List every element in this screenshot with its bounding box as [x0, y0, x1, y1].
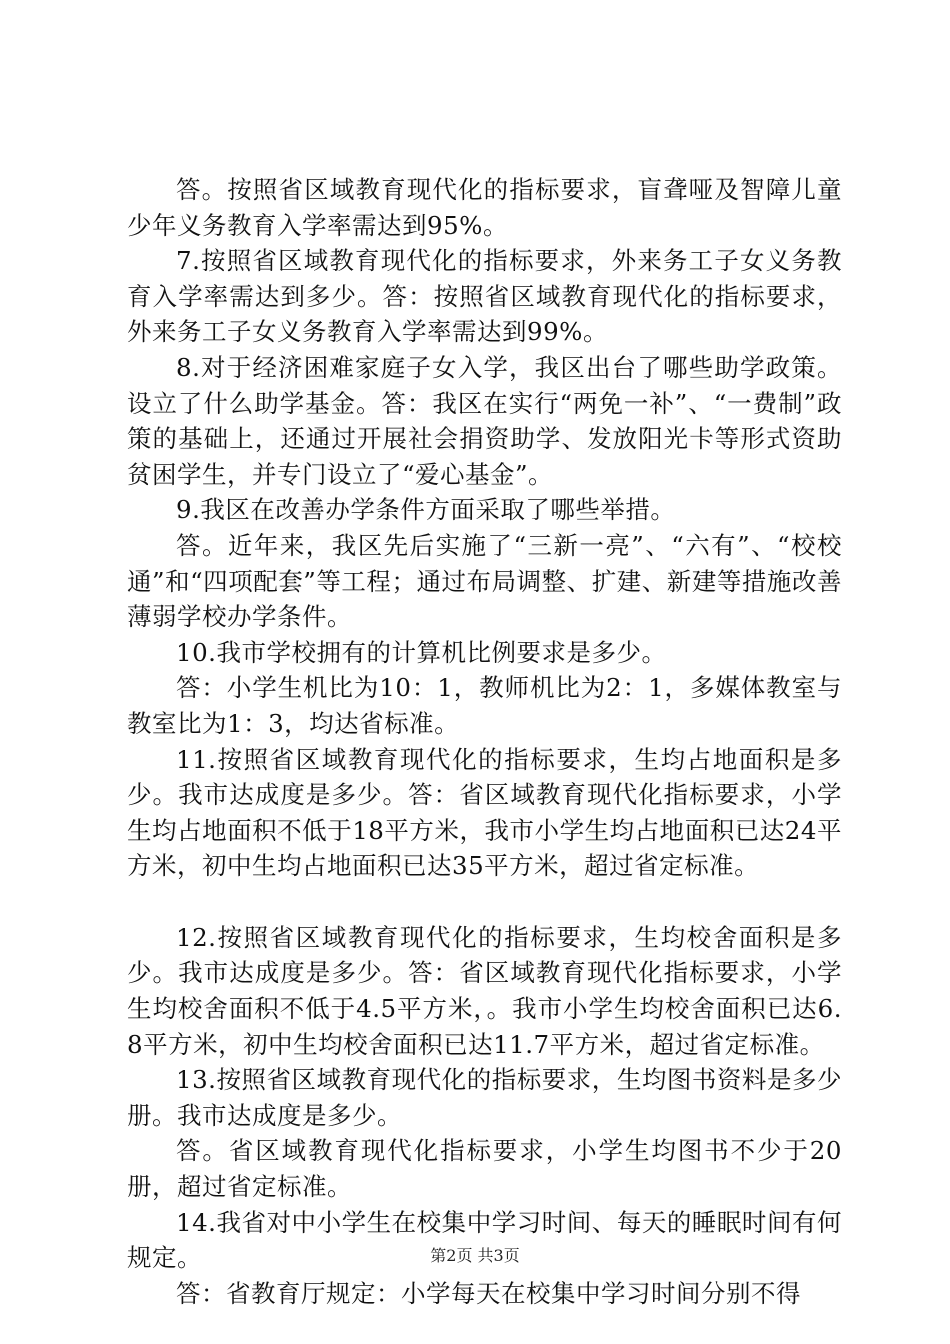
paragraph: 14.我省对中小学生在校集中学习时间、每天的睡眠时间有何规定。	[127, 1207, 842, 1273]
page-footer: 第2页 共3页	[430, 1246, 520, 1265]
paragraph: 8.对于经济困难家庭子女入学，我区出台了哪些助学政策。设立了什么助学基金。答：我区在实行“两免一补”、“一费制”政策的基础上，还通过开展社会捐资助学、发放阳光卡等形式资助贫困学生，并专门设立了“爱心基金”。	[127, 352, 842, 489]
paragraph: 12.按照省区域教育现代化的指标要求，生均校舍面积是多少。我市达成度是多少。答：省区域教育现代化指标要求，小学生均校舍面积不低于4.5平方米，。我市小学生均校舍面积已达6.8平方米，初中生均校舍面积已达11.7平方米，超过省定标准。	[127, 922, 842, 1059]
paragraph: 9.我区在改善办学条件方面采取了哪些举措。	[176, 495, 676, 525]
document-body	[127, 172, 842, 1311]
paragraph: 11.按照省区域教育现代化的指标要求，生均占地面积是多少。我市达成度是多少。答：省区域教育现代化指标要求，小学生均占地面积不低于18平方米，我市小学生均占地面积已达24平方米，初中生均占地面积已达35平方米，超过省定标准。	[127, 744, 842, 881]
paragraph-gap	[127, 884, 842, 920]
paragraph: 10.我市学校拥有的计算机比例要求是多少。	[176, 637, 667, 667]
paragraph: 7.按照省区域教育现代化的指标要求，外来务工子女义务教育入学率需达到多少。答：按照省区域教育现代化的指标要求，外来务工子女义务教育入学率需达到99%。	[127, 246, 842, 347]
paragraph: 答：省教育厅规定：小学每天在校集中学习时间分别不得	[176, 1278, 801, 1308]
paragraph: 答。近年来，我区先后实施了“三新一亮”、“六有”、“校校通”和“四项配套”等工程；通过布局调整、扩建、新建等措施改善薄弱学校办学条件。	[127, 530, 842, 632]
paragraph: 答：小学生机比为10：1，教师机比为2：1，多媒体教室与教室比为1：3，均达省标准。	[127, 673, 842, 738]
paragraph: 答。省区域教育现代化指标要求，小学生均图书不少于20册，超过省定标准。	[127, 1136, 842, 1202]
paragraph: 答。按照省区域教育现代化的指标要求，盲聋哑及智障儿童少年义务教育入学率需达到95%。	[127, 175, 842, 240]
paragraph: 13.按照省区域教育现代化的指标要求，生均图书资料是多少册。我市达成度是多少。	[127, 1065, 842, 1130]
